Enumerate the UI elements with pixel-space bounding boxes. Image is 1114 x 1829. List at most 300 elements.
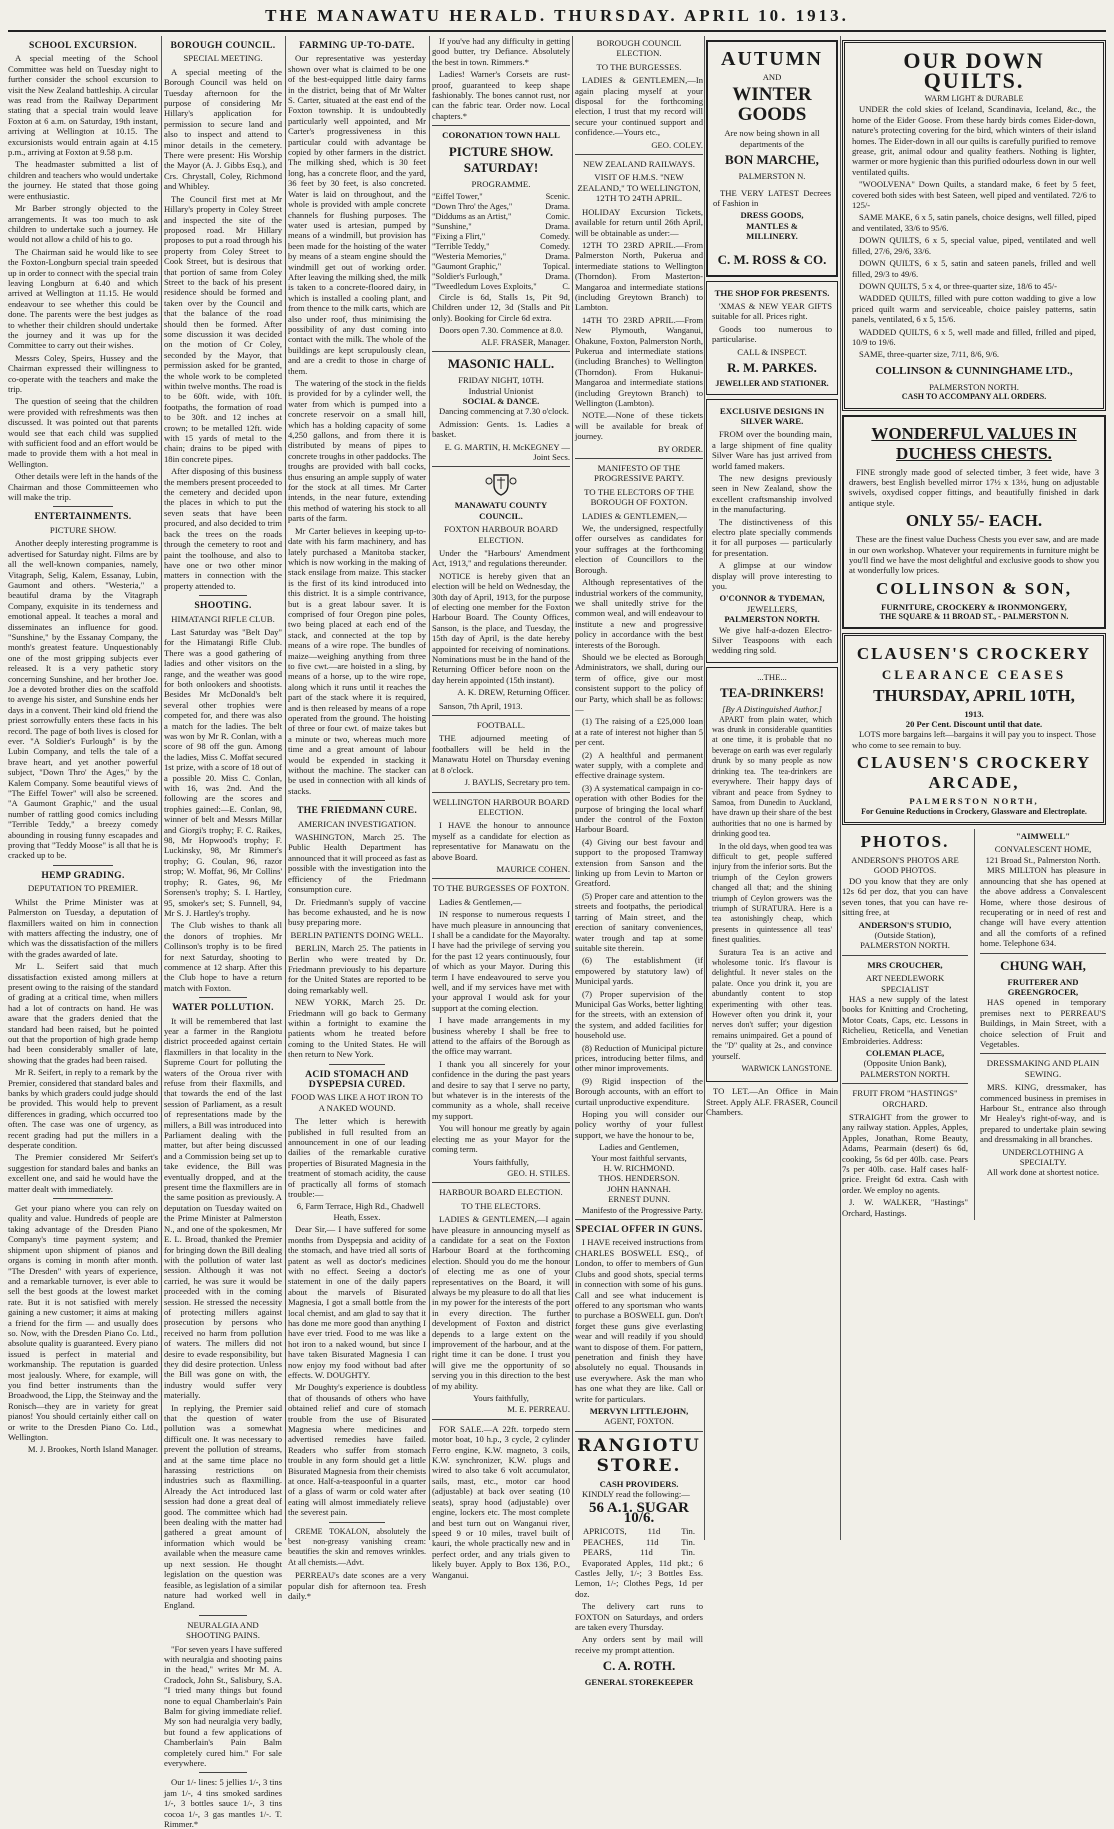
signature: BY ORDER. [657,443,703,454]
quilt-item: DOWN QUILTS, 6 x 5, satin and sateen panels, frilled and well filled, 29/3 to 49/6. [852,258,1096,279]
dressmaking-footer: All work done at shortest notice. [986,1167,1100,1178]
duchess-chests-advert [842,415,1106,629]
advert-sub: WARM LIGHT & DURABLE [924,94,1024,103]
chung-wah-heading: CHUNG WAH, [1000,957,1086,973]
price-amount: 11d [647,1526,661,1537]
quilt-item: DOWN QUILTS, 6 x 5, special value, piped, ventilated and well filled, 27/6, 29/6, 33/6. [852,235,1096,256]
paragraph: The letter which is herewith published in full resulted from an announcement in one of our leading dailies of the remarkable curative properties of Bisurated Magnesia in the treatment of stomach acidity, the cause of practically all forms of stomach trouble:— [288,1116,426,1200]
advert-date: THURSDAY, APRIL 10TH, [873,685,1075,705]
school-excursion-heading: SCHOOL EXCURSION. [29,40,137,51]
paragraph: You will honour me greatly by again electing me as your Mayor for the coming term. [432,1123,570,1155]
manifesto-subheading: TO THE ELECTORS OF THE BOROUGH OF FOXTON. [584,486,694,508]
rangiotu-store-heading: RANGIOTU STORE. [577,1435,701,1476]
column-rule [840,36,841,1540]
paragraph: LADIES & GENTLEMEN,—In again placing myself at your disposal for the forthcoming election, I trust that my record will secure your continued support and confidence.—Yours etc., [575,75,703,138]
store-town: PALMERSTON N. [738,171,806,182]
price-unit: Tin. [681,1547,695,1558]
paragraph: Should we be elected as Borough Administrators, we shall, during our term of office, give our most consistent support to the policy of our Party, which shall be as follows:— [575,651,703,714]
neuralgia-heading: NEURALGIA AND SHOOTING PAINS. [186,1619,260,1641]
advert-year: 1913. [964,708,984,719]
paragraph: The headmaster submitted a list of children and teachers who would undertake the journey. He stated that those going were enthusiastic. [8,159,158,201]
address-note: (Opposite Union Bank), [863,1058,947,1069]
paragraph: Goods too numerous to particularise. [712,323,832,345]
divider [575,1431,703,1432]
paragraph: Mr Doughty's experience is doubtless that of thousands of others who have obtained relief and cure of stomach trouble from the use of Bisurated Magnesia where medicines and advertised remedies have failed. Readers who suffer from stomach trouble in any form should get a little Bisurated Magnesia from their chemists at once. Half-a-teaspoonful in a quarter of a glass of warm or cold water after eating will almost immediately relieve the severest pain. [288,1382,426,1518]
divider [432,1182,570,1183]
paragraph: It will be remembered that last year a farmer in the Rangiotu district proceeded against certain flaxmillers in that locality in the Supreme Court for polluting the waters of the Oroua river with refuse from their flaxmills, and that towards the end of the last session of Parliament, as a result of representations made by the millers, a Bill was introduced into Parliament dealing with the matter, but after being discussed and a Commission being set up to take evidence, the Bill was eventually dropped, and at the present time the flaxmillers are in the same position as previously. A deputation on Tuesday waited on the Prime Minister at Palmerston N., and one of the spokesmen, Mr E. L. Broad, thanked the Premier for bringing down the Bill dealing with the pollution of water last session. Although it was not carried, he was sure it would be proceeded with in the coming session. He stressed the necessity of protecting millers against prosecution by persons who received no harm from pollution of waters. The millers did not desire to evade responsibility, but they did desire protection. Unless the Bill was gone on with, the industry would suffer very materially. [164,1015,282,1401]
divider [329,800,384,801]
paragraph: Admission: Gents. 1s. Ladies a basket. [432,418,570,440]
signature: E. G. MARTIN, H. McKEGNEY — Joint Secs. [444,441,570,462]
column-6 [706,36,838,1540]
divider [432,715,570,716]
film-name: "Down Thro' the Ages," [432,202,513,212]
divider [329,1522,384,1523]
town: PALMERSTON NORTH. [929,381,1019,392]
price-amount: 11d [646,1536,659,1547]
to-let-advert: TO LET.—An Office in Main Street. Apply ALF. FRASER, Council Chambers. [706,1086,838,1118]
paragraph: LOTS more bargains left—bargains it will pay you to inspect. Those who come to see remain to buy. [852,729,1096,750]
film-name: "Fixing a Flirt," [432,232,486,242]
paragraph: (2) A healthful and permanent water supply, with a complete and effective drainage system. [575,749,703,781]
paragraph: I HAVE the honour to announce myself as a candidate for election as representative for Manawatu on the above Board. [432,820,570,862]
item: MANTLES & [746,220,798,231]
store-subheading: CASH PROVIDERS. [599,1478,679,1489]
aimwell-heading: "AIMWELL" [1015,831,1071,842]
divider [842,1083,968,1084]
byline: [By A Distinguished Author.] [722,704,822,715]
quilt-item: "WOOLVENA" Down Quilts, a standard make, 6 feet by 5 feet, covered both sides with best Sateen, well piped and ventilated. 72/6 to 125/- [852,179,1096,211]
photos-heading: PHOTOS. [860,832,950,852]
studio-location: (Outside Station), [874,929,936,940]
film-name: "Gaumont Graphic," [432,262,502,272]
down-quilts-advert [842,40,1106,411]
paragraph: (5) Proper care and attention to the streets and footpaths, the periodical tarring of Main street, and the erection of sanitary conveniences, water trough and tap at some suitable site therein. [575,890,703,953]
column-rule [161,36,162,1540]
price-list [575,1526,703,1557]
divider [575,1219,703,1220]
paragraph: Hoping you will consider our policy worthy of your fullest support, we have the honour to be, [575,1109,703,1140]
price-unit: Tin. [681,1526,695,1537]
organiser: Industrial Unionist [468,385,534,396]
friedmann-heading: THE FRIEDMANN CURE. [296,805,418,817]
programme-row [432,252,570,262]
signatories [575,1163,703,1205]
piano-advert: Get your piano where you can rely on quality and value. Hundreds of people are taking advantage of the Dresden Piano Company's time payment system; and shipment upon shipment of pianos and organs is coming in month after month. "The Dresden" with years of experience, and a remarkable turnover, is ever able to sell the best goods at the lowest market rate. But it is not satisfied with merely gaining a new customer; it aims at making a friend for the firm — and usually does so. Now, with the Dresden Piano Co. Ltd., absolute quality is guaranteed. Every piano issued is perfect in material and workmanship. The reputation is guarded most jealously. Where, for example, will you find better instruments than the Broadwood, the Lipp, the Steinway and the Ronisch—they are in variety for great pianos! You should certainly either call on or write to the Dresden Piano Co. Ltd., Wellington. [8,1203,158,1442]
event-title: SOCIAL & DANCE. [462,395,540,406]
masonic-hall-advert [432,356,570,462]
advert-title: WONDERFUL VALUES IN DUCHESS CHESTS. [871,423,1077,463]
signatory: ERNEST DUNN. [608,1194,670,1205]
paragraph: In the old days, when good tea was difficult to get, people suffered injury from the inferior sorts. But the triumph of the Ceylon growers changed all that; and the shining triumph of Ceylon growers was the triumph of SURATURA. Here is a tea astonishingly cheap, which presents in quintessence all teas' finest qualities. [712,841,832,945]
signature: O'CONNOR & TYDEMAN, [719,593,825,604]
programme-row [432,282,570,292]
film-name: "Tweedledum Loves Exploits," [432,282,537,292]
small-ads-right [974,829,1106,1220]
paragraph: Other details were left in the hands of the Chairman and those Committeemen who will make the trip. [8,471,158,503]
advert-head: ...THE... [757,671,787,682]
column-3 [288,36,426,1602]
paragraph: MRS MILLTON has pleasure in announcing that she has opened at the above address a Convalescent Home, where those desirous of recuperating or in need of rest and change will have every attention and all the comforts of a refined home. Telephone 634. [980,865,1106,949]
column-rule [285,36,286,1540]
item: DRESS GOODS, [740,210,804,221]
column-4 [432,36,570,1580]
film-name: "Eiffel Tower," [432,192,483,202]
paragraph: I HAVE received instructions from CHARLES BOSWELL ESQ., of London, to offer to members of Gun Clubs and good shots, special terms in connection with some of his guns. Call and see what inducement is offered to any sportsman who wants to purchase a BOSWELL gun. Don't forget these guns give everlasting wear and will readily if you should want to dispose of them. For pattern, penetration and finish they have absolutely no equal. Thousands in use everywhere. Ask the man who has one what they are like. Call or write for particulars. [575,1237,703,1404]
column-7 [842,36,1106,1540]
autumn-winter-advert [706,40,838,277]
paragraph: Dear Sir,— I have suffered for some months from Dyspepsia and acidity of the stomach, and have tried all sorts of patent as well as doctor's medicines with no effect. Seeing a doctor's statement in one of the daily papers about the marvels of Bisurated Magnesia, I got a small bottle from the local chemist, and am glad to say that it has done me more good than anything I have ever tried. Food to me was like a hot iron to a naked wound, but since I have taken Bisurated Magnesia I can now enjoy my food without bad after effects. W. DOUGHTY. [288,1224,426,1380]
paragraph: (6) The establishment (if empowered by statutory law) of Municipal yards. [575,955,703,987]
paragraph: Mr R. Seifert, in reply to a remark by the Premier, considered that standard bales and banks by which graders could judge should be provided. This would help to prevent differences in grading, which occurred too often. The case was one of urgency, as recent grading had put the millers in a desperate condition. [8,1067,158,1151]
manifesto-footer: Manifesto of the Progressive Party. [582,1204,703,1215]
price-item: PEACHES, [583,1536,624,1547]
paragraph: "For seven years I have suffered with neuralgia and shooting pains in the head," writes Mr M. A. Cradock, John St., Salisbury, S.A. "I tried many things but found none to equal Chamberlain's Pain Balm for giving immediate relief. My son had neuralgia very badly, but found a few applications of Chamberlain's Pain Balm completely cured him." For sale everywhere. [164,1643,282,1768]
closing: Ladies and Gentlemen, [599,1142,679,1153]
presents-advert [706,281,838,395]
small-ads-grid [842,829,1106,1220]
divider [53,865,113,866]
sugar-price: 56 A.1. SUGAR 10/6. [588,1499,689,1526]
advert-title: CLAUSEN'S CROCKERY [856,643,1092,663]
paragraph: Messrs Coley, Speirs, Hussey and the Chairman expressed their willingness to co-operate with the teachers and make the trip. [8,352,158,394]
chung-wah-sub: FRUITERER AND GREENGROCER, [1007,976,1079,997]
signature: COLLINSON & SON, [876,578,1072,598]
quilt-item: WADDED QUILTS, filled with pure cotton wadding to give a low priced quilt warm and serviceable, choice paisley patterns, satin panels, ventilated, 6 x 5, 15/6. [852,293,1096,325]
borough-election-subheading: TO THE BURGESSES. [596,61,682,72]
signature-title: JEWELLERS, [746,603,798,614]
divider [980,953,1106,954]
masthead-rule [8,30,1106,32]
paragraph: FINE strongly made good of selected timber, 3 feet wide, have 3 drawers, best English bevelled mirror 17½ x 13½, hung on adjustable swivels, oxydised copper fittings, and beautifully finished in dark antique style. [849,466,1099,508]
quilt-item: WADDED QUILTS, 6 x 5, well made and filled, frilled and piped, 10/9 to 19/6. [852,326,1096,347]
paragraph: The question of seeing that the children were provided with refreshments was then discussed. It was pointed out that parents would see that each child was supplied with sufficient food and an effort would be made to provide them with a hot meal in Wellington. [8,396,158,469]
divider [199,1772,246,1773]
salutation: Ladies & Gentlemen,— [439,896,522,907]
fruit-heading: FRUIT FROM "HASTINGS" ORCHARD. [852,1088,958,1109]
price-row [575,1526,703,1536]
farming-heading: FARMING UP-TO-DATE. [299,40,415,51]
closing: Yours faithfully, [473,1156,529,1167]
advert-title: TEA-DRINKERS! [719,685,824,701]
paragraph: The Premier considered Mr Seifert's suggestion for standard bales and banks an excellent one, and said he would have the matter dealt with immediately. [8,1152,158,1194]
signatory: THOS. HENDERSON. [598,1173,680,1184]
programme-row [432,212,570,222]
column-rule [429,36,430,1540]
column-1 [8,36,158,1540]
paragraph: HAS opened in temporary premises next to PERREAU'S Buildings, in Main Street, with a choice selection of Fruit and Vegetables. [980,997,1106,1049]
programme-row [432,192,570,202]
film-kind: Comedy. [540,242,570,252]
paragraph: I have made arrangements in my business whereby I shall be free to attend to the affairs of the Borough as the office may warrant. [432,1015,570,1057]
divider [199,997,246,998]
film-kind: Scenic. [545,192,570,202]
shooting-subheading: HIMATANGI RIFLE CLUB. [171,613,275,624]
quilt-item: DOWN QUILTS, 5 x 4, or three-quarter size, 18/6 to 45/- [859,280,1058,291]
signature: A. K. DREW, Returning Officer. [457,687,570,698]
film-kind: Comic. [545,212,570,222]
croucher-heading: MRS CROUCHER, [867,959,943,970]
water-pollution-heading: WATER POLLUTION. [172,1002,274,1014]
borough-council-subheading: SPECIAL MEETING. [183,53,263,64]
signature: CLAUSEN'S CROCKERY ARCADE, [856,753,1092,793]
price-item: PEARS, [583,1547,612,1558]
column-rule [572,36,573,1540]
paragraph: 6, Farm Terrace, High Rd., Chadwell Heath, Essex. [296,1201,425,1222]
paragraph: A glimpse at our window display will prove interesting to you. [712,560,832,591]
signature-title: GENERAL STOREKEEPER [584,1677,694,1688]
paragraph: APART from plain water, which was drunk in considerable quantities at one time, it is probable that no beverage on earth was ever regularly drunk by so many people as now drinking tea. The tea-drinkers are everywhere. Their happy days of vibrant and peace from Sydney to Samoa, from Dunedin to Auckland, have drawn up their share of the best authorities that no one is harmed by drinking good tea. [712,714,832,839]
acid-stomach-heading: ACID STOMACH AND DYSPEPSIA CURED. [305,1068,409,1090]
paragraph: Any orders sent by mail will receive my prompt attention. [575,1634,703,1655]
paragraph: LADIES & GENTLEMEN,—I again have pleasure in announcing myself as a candidate for a seat on the Foxton Harbour Board at the forthcoming election. Should you do me the honour of electing me as one of your representatives on the Board, it will always be my pleasure to do all that lies in my power for the interests of the port in every direction. The further development of Foxton and district depends to a large extent on the improvement of the harbour, and at the right time it can be done. I trust you will give me the opportunity of so serving you in this direction to the best of my ability. [432,1214,570,1391]
divider [432,792,570,793]
signatory: H. W. RICHMOND. [603,1163,675,1174]
paragraph: WASHINGTON, March 25. The Public Health Department has announced that it will proceed as fast as possible with the investigation into the efficiency of the Friedmann consumption cure. [288,832,426,895]
county-council-heading: MANAWATU COUNTY COUNCIL. [454,500,548,521]
acid-stomach-subheading: FOOD WAS LIKE A HOT IRON TO A NAKED WOUND. [291,1092,423,1113]
paragraph: THE adjourned meeting of footballers will be held in the Manawatu Hotel on Thursday evening at 8 o'clock. [432,733,570,775]
football-heading: FOOTBALL. [476,720,526,731]
paragraph: HAS a new supply of the latest books for Knitting and Crocheting, Motor Coats, Caps, etc. Lessons in Richelieu, Reticella, and Venetian Embroideries. Address: [842,993,968,1046]
price-row [575,1537,703,1547]
silver-ware-advert [706,399,838,663]
venue-name: MASONIC HALL. [447,356,555,372]
closing: Your most faithful servants, [591,1152,687,1163]
doors-time: Doors open 7.30. Commence at 8.0. [439,325,563,336]
paragraph: I thank you all sincerely for your confidence in the during the past years and desire to say that I serve no party, but whatever is in the interests of the community as a whole, shall receive my support. [432,1058,570,1121]
paragraph: UNDER the cold skies of Iceland, Scandinavia, Iceland, &c., the home of the Eider Goose. From these hardy birds comes Eider-down, nature's protecting covering for the bird, which winters of their island homes. The Eider-down in all our quilts is carefully purified to remove grease, grit, animal odour and quality feathers. Nothing is lighter, warmer or more hygienic than this purified odourless down in our well ventilated quilts. [852,104,1096,177]
film-name: "Westeria Memories," [432,252,507,262]
dressmaking-heading: DRESSMAKING AND PLAIN SEWING. [986,1058,1100,1079]
divider [575,458,703,459]
store-name: BON MARCHE, [725,152,819,168]
advert-title: EXCLUSIVE DESIGNS IN SILVER WARE. [719,405,825,426]
signature: C. A. ROTH. [602,1658,676,1674]
paragraph: The Club wishes to thank all the donors of trophies. Mr Collinson's trophy is to be fired for next Saturday, shooting to commence at 12 sharp. After this the Club hope to have a return match with Foxton. [164,920,282,993]
paragraph: The Council first met at Mr Hillary's property in Coley Street and inspected the site of the proposed road. Mr Hillary proposes to put a road through his property from Coley Street to Cook Street, but is desirous that that portion of same from Coley Street to the back of his present residence should be formed and taken over by the Council and that the balance of the road should then be formed. After some discussion it was decided on the motion of Cr Coley, seconded by the Mayor, that permission asked for be granted, the whole work to be completed within twelve months. The road is to be 60ft. wide, with 10ft. footpaths, the formation of road to be 30ft. and 12 inches at crown; to be metalled 12ft. wide with 15 yards of metal to the chain; drains to be piped with 18in concrete pipes. [164,193,282,464]
hemp-grading-subheading: DEPUTATION TO PREMIER. [27,883,139,894]
advert-and: AND [762,72,782,82]
railways-subheading: VISIT OF H.M.S. "NEW ZEALAND," TO WELLINGTON, 12TH TO 24TH APRIL. [577,172,701,204]
divider [432,878,570,879]
programme-label: PROGRAMME. [471,178,531,189]
advert-sub: Are now being shown in all departments of the [724,128,820,149]
signature: GEO. COLEY. [651,139,703,150]
creme-tokalon-advert: CREME TOKALON, absolutely the best non-greasy vanishing cream: beautifies the skin and removes wrinkles. At all chemists.—Advt. [288,1526,426,1567]
friedmann-subheading: AMERICAN INVESTIGATION. [297,818,417,829]
rimmer-advert: Our 1/- lines: 5 jellies 1/-, 3 tins jam 1/-, 4 tins smoked sardines 1/-, 3 bottles sauce 1/-, 3 tins cocoa 1/-, 3 gas mantles 1/-. T. Rimmer.* [164,1777,282,1829]
price-item: APRICOTS, [583,1526,627,1537]
town: PALMERSTON NORTH. [860,1068,950,1079]
paragraph: NOTE.—None of these tickets will be available for break of journey. [575,410,703,442]
price: ONLY 55/- EACH. [905,511,1043,531]
film-name: "Diddums as an Artist," [432,212,512,222]
divider [53,1198,113,1199]
wellington-harbour-heading: WELLINGTON HARBOUR BOARD ELECTION. [432,796,570,817]
signature: COLLINSON & CUNNINGHAME LTD., [875,364,1073,377]
paragraph: Mr Carter believes in keeping up-to-date with his farm machinery, and has lately purchased a Manitoba stacker, which is now working in the making of stack ensilage from maize. This stacker is the first of its kind introduced into this district. It is a simple contrivance, but is a great labour saver. It is comprised of four Oregon pine poles, two being placed at each end of the stack, and connected at the top by means of a wire rope. The bundles of maize—weighing anything from three to five cwt.—are hoisted in a sling, by means of a horse, up to the wire rope, along which it runs until it reaches the part of the stack where it is required, and is then released by means of a rope operated from the ground. The hoisting of three or four cwt. of maize takes but a minute or two, whereas much more time and a great amount of labour would be expended in stacking it without the machine. The stacker can be used in connection with all kinds of stacks. [288,525,426,796]
butter-advert: If you've had any difficulty in getting good butter, try Defiance. Absolutely the best in town. Rimmers.* [432,36,570,67]
paragraph: DO you know that they are only 12s 6d per doz, that you can have seven tones, that you can have re-sitting free, at [842,875,968,918]
programme-row [432,262,570,272]
harbour-board-subheading: TO THE ELECTORS. [461,1200,541,1211]
signature-title: FURNITURE, CROCKERY & IRONMONGERY, [881,601,1067,612]
signature: GEO. H. STILES. [507,1167,570,1178]
column-2 [164,36,282,1829]
signature: J. BAYLIS, Secretary pro tem. [464,777,570,788]
event-title: PICTURE SHOW. SATURDAY! [448,143,554,175]
paragraph: 'XMAS & NEW YEAR GIFTS suitable for all. Prices right. [712,301,832,322]
divider [980,1053,1106,1054]
paragraph: Dancing commencing at 7.30 o'clock. [439,406,569,417]
divider [432,125,570,126]
croucher-sub: ART NEEDLEWORK SPECIALIST [865,973,945,994]
paragraph: We, the undersigned, respectfully offer ourselves as candidates for your suffrages at the forthcoming election of Councillors to the Borough. [575,523,703,575]
signature-title: AGENT, FOXTON. [604,1416,674,1427]
film-name: "Terrible Teddy," [432,242,490,252]
paragraph: The delivery cart runs to FOXTON on Saturdays, and orders are taken every Thursday. [575,1601,703,1633]
film-name: "Sunshine," [432,222,472,232]
paragraph: MRS. KING, dressmaker, has commenced business in premises in Harbour St., entrance also through Mr Healey's right-of-way, and is prepared to undertake plain sewing and dressmaking in all branches. [980,1082,1106,1145]
tea-advert [706,667,838,1083]
paragraph: (3) A systematical campaign in co-operation with other Bodies for the purpose of bringing the local wharf under the control of the Foxton Harbour Board. [575,782,703,835]
footer: For Genuine Reductions in Crockery, Glassware and Electroplate. [861,806,1087,816]
boat-sale-advert: FOR SALE.—A 22ft. torpedo stern motor boat, 10 h.p., 3 cycle, 2 cylinder Ferro engine, K.W. magneto, 3 coils, K.W. synchronizer, K.W. plugs and wired to also take 6 volt accumulator, sails, mast, etc., motor car hood (adjustable) at back over seating (10 seats), spray hood (adjustable) over engine, lockers etc. The most complete and best turn out on Wanganui river, speed 9 or 10 miles, travel built of kauri, the whole practically new and in perfect order, and any trials given to likely buyer. Apply to Box 136, P.O., Wanganui. [432,1423,570,1580]
paragraph: The Chairman said he would like to see the Foxton-Longburn special train speeded up in order to connect with the special train leaving Longburn at 6.40 and which arrived at Wellington at 11.15. He would endeavour to see whether this could be done. The parents were the best judges as to whether their children should undertake the journey and it was up for the Committee to carry out their wishes. [8,246,158,351]
paragraph: Mr L. Seifert said that much dissatisfaction existed among millers at present owing to the raising of the standard of grading at a critical time, when millers had a lot of contracts on hand. He was aware that the graders denied that the standard had been raised, but he pointed out that the proportion of high grade hemp had been considerably smaller of late, showing that the grades had been raised. [8,961,158,1065]
paragraph: THE VERY LATEST Decrees of Fashion in [713,187,831,209]
town: PALMERSTON NORTH. [860,940,950,951]
entertainments-subheading: PICTURE SHOW. [49,524,117,535]
signature: M. J. Brookes, North Island Manager. [27,1444,158,1455]
programme-row [432,232,570,242]
advert-title: THE SHOP FOR PRESENTS. [714,287,830,298]
quilt-item: SAME, three-quarter size, 7/11, 8/6, 9/6. [859,349,1000,360]
corset-advert: Ladies! Warner's Corsets are rust-proof, guaranteed to keep shape fashionably. The bones cannot rust, nor can the fabric tear. Order now. Local chapters.* [432,69,570,121]
film-kind: Drama. [545,202,570,212]
dateline: Sanson, 7th April, 1913. [439,700,523,711]
advert-title: AUTUMN [721,48,823,70]
programme-row [432,202,570,212]
paragraph: NOTICE is hereby given that an election will be held on Wednesday, the 30th day of April, 1913, for the purpose of electing one member for the Foxton Harbour Board. The County Offices, Sanson, is the place, and Tuesday, the 15th day of April, is the date hereby appointed for receiving of nominations. Nominations must be in the hand of the Returning Officer before noon on the day herein appointed (15th instant). [432,570,570,685]
manifesto-heading: MANIFESTO OF THE PROGRESSIVE PARTY. [594,463,684,484]
divider [842,955,968,956]
masthead: THE MANAWATU HERALD. THURSDAY. APRIL 10. 1913. [265,6,849,25]
film-kind: Drama. [545,252,570,262]
paragraph: IN response to numerous requests I have much pleasure in announcing that I shall be a candidate for the Mayoralty. I have had the privilege of serving you for the past 12 years continuously, four of which as your Mayor. During this term I have endeavoured to serve you well, and if my services have met with your approval I would ask for your support at the coming election. [432,909,570,1013]
paragraph: The new designs previously seen in New Zealand, show the excellent craftsmanship involved in the manufacturing. [712,472,832,515]
signature-title: JEWELLER AND STATIONER. [715,379,829,389]
paragraph: 14TH TO 23RD APRIL.—From New Plymouth, Wanganui, Ohakune, Foxton, Palmerston North, Pukerua and intermediate stations (including Branches) to Wellington (Thorndon). From Hukanui-Mangaroa and intermediate stations (including Greytown Branch) to Wellington (Lambton). [575,314,703,408]
divider [199,1615,246,1616]
divider [329,1064,384,1065]
guns-heading: SPECIAL OFFER IN GUNS. [575,1224,703,1236]
signature: MERVYN LITTLEJOHN, [589,1405,689,1416]
county-council-subheading: FOXTON HARBOUR BOARD ELECTION. [444,524,558,545]
divider [575,154,703,155]
aimwell-sub: CONVALESCENT HOME, [994,844,1092,855]
quilt-list [852,179,1096,360]
signature: M. E. PERREAU. [507,1404,570,1415]
paragraph: BERLIN, March 25. The patients in Berlin who were treated by Dr. Friedmann previously to his departure for the United States are reported to be doing remarkably well. [288,943,426,995]
railways-heading: NEW ZEALAND RAILWAYS. [583,159,695,170]
programme-list [432,192,570,292]
price-unit: Tin. [681,1536,695,1547]
paragraph: (1) The raising of a £25,000 loan at a rate of interest not higher than 5 per cent. [575,716,703,748]
paragraph: A special meeting of the Borough Council was held on Tuesday afternoon for the purpose of considering Mr Hillary's application for permission to secure land and also to inspect and attend to minor details in the cemetery. There were present: His Worship the Mayor (A. J. Gibbs Esq.), and Crs. Chrystall, Coley, Richmond and Whibley. [164,66,282,192]
paragraph: Mr Barber strongly objected to the arrangements. It was too much to ask children to undertake such a journey. He would not allow a child of his to go. [8,203,158,245]
address: THE SQUARE & 11 BROAD ST., - PALMERSTON N. [879,612,1069,622]
paragraph: (4) Giving our best favour and support to the proposed Tramway extension from Sanson and the linking up from Levin to Marton or Greatford. [575,836,703,889]
paragraph: STRAIGHT from the grower to any railway station. Apples, Apples, Apples, Jonathan, Rome Beauty, Adams, Pearmain (desert) 6s 6d, cooking, 5s 6d per 40lb. case. Pears 7s per 40lb. case. Half cases half-price. Freight 6d extra. Cash with order. We employ no agents. [842,1112,968,1195]
town: PALMERSTON NORTH. [724,614,820,625]
perreau-advert: PERREAU's date scones are a very popular dish for afternoon tea. Fresh daily.* [288,1570,426,1602]
divider [53,506,113,507]
paragraph: Our representative was yesterday shown over what is claimed to be one of the best-equipped little dairy farms in the district, being that of Mr Walter S. Carter, situated at the east end of the Foxton township. It is undoubtedly particularly well appointed, and Mr Carter's progressiveness in this particular could with advantage be copied by other farmers in the district. The milking shed, which is 30 feet long, has a concrete floor, and the yard, 36 feet by 30 feet, is also concreted. Water is laid on throughout, and the whole is provided with ample concrete channels for flushing purposes. The water used is artesian, pumped by means of a windmill, but provision has been made for the hoisting of the water by means of a steam engine should the windmill get out of working order. After leaving the milking shed, the milk is taken to a concrete-floored dairy, in which is installed a cooling plant, and from thence to the milk carts, which are also under roof, thus minimising the possibility of any dust coming into contact with the milk. The whole of the buildings are kept scrupulously clean, and are a credit to those in charge of them. [288,53,426,376]
film-kind: Topical. [542,262,570,272]
divider [432,1419,570,1420]
berlin-heading: BERLIN PATIENTS DOING WELL. [290,929,424,940]
entertainments-heading: ENTERTAINMENTS. [34,511,132,523]
film-kind: Comedy. [540,232,570,242]
paragraph: Last Saturday was "Belt Day" for the Himatangi Rifle Club. There was a good gathering of ladies and other visitors on the range, and the weather was good for both onlookers and shootists. Besides Mr McDonald's belt several other trophies were competed for, and there was also a match for the ladies. The belt was won by Mr R. Conlan, with a score of 98 off the gun. Among the ladies, Miss C. Moffat secured 1st prize, with a score of 18 out of a possible 20. Miss C. Conlan, with 16, was 2nd. And the following are the scores and trophies gained:—E. Conlan, 98, winner of belt and Messrs Millar and Giorgi's trophy; F. C. Raikes, 98, Mr Hopwood's trophy; F. Luckinsky, 98, Mr Rimmer's trophy; G. Coulan, 96, razor strop; W. Moffat, 96, Mr Collins' trophy; R. Gates, 96, Mr Sorensen's trophy; S. I. Hartley, 95, smoker's set; S. Funnell, 94, Mr S. J. Hartley's trophy. [164,626,282,918]
borough-council-heading: BOROUGH COUNCIL. [170,40,276,51]
divider [432,466,570,467]
borough-election-heading: BOROUGH COUNCIL ELECTION. [596,38,682,59]
cash-note: CASH TO ACCOMPANY ALL ORDERS. [901,392,1047,402]
film-name: "Soldier's Furlough," [432,272,503,282]
paragraph: After disposing of this business the members present proceeded to the cemetery and decided upon the places in which to put the seven seats that have been procured, and also decided to trim back the trees on the roads through the cemetery to root and paint the toolhouse, and also to have one or two other minor matters in connection with the property attended to. [164,466,282,591]
address: COLEMAN PLACE, [865,1047,945,1058]
film-kind: Drama. [545,272,570,282]
paragraph: We give half-a-dozen Electro-Silver Teaspoons with each wedding ring sold. [712,624,832,656]
programme-row [432,242,570,252]
paragraph: The watering of the stock in the fields is provided for by a cylinder well, the water from which is pumped into a concrete reservoir on a small hill, which has a holding capacity of some 4,250 gallons, and from there it is distributed by means of pipes to concrete troughs in other paddocks. The troughs are provided with ball cocks, thus ensuring an ample supply of water for the stock at all times. Mr Carter intends, in the near future, extending this method of watering his stock to all parts of the farm. [288,378,426,524]
salutation: LADIES & GENTLEMEN,— [582,510,687,521]
manifesto-body [575,523,703,1140]
column-rule [704,36,705,1540]
dressmaking-sub: UNDERCLOTHING A SPECIALTY. [1002,1146,1084,1168]
signature: WARWICK LANGSTONE. [741,1064,832,1074]
advert-title-2: WINTER GOODS [732,84,812,126]
paragraph: Suratura Tea is an active and wholesome tonic. It's flavour is delightful. It never stales on the palate. Once you drink it, you are abundantly content to stop experimenting with other teas. However often you drink it, your nerves don't suffer; your digestion remains unimpaired. Get a pound of the "D" quality at 2s., and convince yourself. [712,947,832,1061]
small-ads-left [842,829,968,1220]
hemp-grading-heading: HEMP GRADING. [41,869,125,881]
signature: C. M. ROSS & CO. [717,251,827,267]
paragraph: (8) Reduction of Municipal picture prices, introducing better films, and other minor improvements. [575,1042,703,1074]
programme-row [432,272,570,282]
prices: Circle is 6d, Stalls 1s, Pit 9d, Children under 12, 3d (Stalls and Pit only). Booking for Circle 6d extra. [432,292,570,323]
paragraph: NEW YORK, March 25. Dr. Friedmann will go back to Germany within a fortnight to examine the patients whom he treated before coming to the United States. He will then return to New York. [288,997,426,1060]
paragraph: In replying, the Premier said that the question of water pollution was a somewhat difficult one. It was necessary to prevent the pollution of streams, and at the same time place no harassing restrictions on industries such as flaxmilling. Already the Act introduced last session had done a great deal of good. The committee which had been dealing with the matter had gathered a great amount of information which would be available when the measure came up next session. He thought legislation on the question was feasible, as legislation of a similar nature had worked well in England. [164,1402,282,1611]
coronation-hall-advert [432,130,570,347]
paragraph: (7) Proper supervision of the Municipal Gas Works, better lighting for the streets, with an extension of the system, and added facilities for household use. [575,988,703,1041]
film-kind: C. [562,282,570,292]
event-date: FRIDAY NIGHT, 10TH. [458,375,544,386]
paragraph: These are the finest value Duchess Chests you ever saw, and are made in our own workshop. Whatever your requirements in furniture might be you'll find we have the most delightful and exclusive goods to show you at wonderfully low prices. [849,534,1099,576]
signature: ALF. FRASER, Manager. [481,336,570,347]
signature: MAURICE COHEN. [496,863,570,874]
burgesses-heading: TO THE BURGESSES OF FOXTON. [432,883,570,894]
paragraph: 12TH TO 23RD APRIL.—From Palmerston North, Pukerua and intermediate stations to Wellington (Thorndon). From Masterton-Mangaroa and intermediate stations (including Greytown Branch) to Lambton. [575,239,703,313]
call-inspect: CALL & INSPECT. [737,346,807,357]
price-row [575,1547,703,1557]
discount: 20 Per Cent. Discount until that date. [905,719,1043,730]
divider [199,595,246,596]
harbour-board-heading: HARBOUR BOARD ELECTION. [439,1187,563,1198]
coat-of-arms-icon [484,471,518,497]
